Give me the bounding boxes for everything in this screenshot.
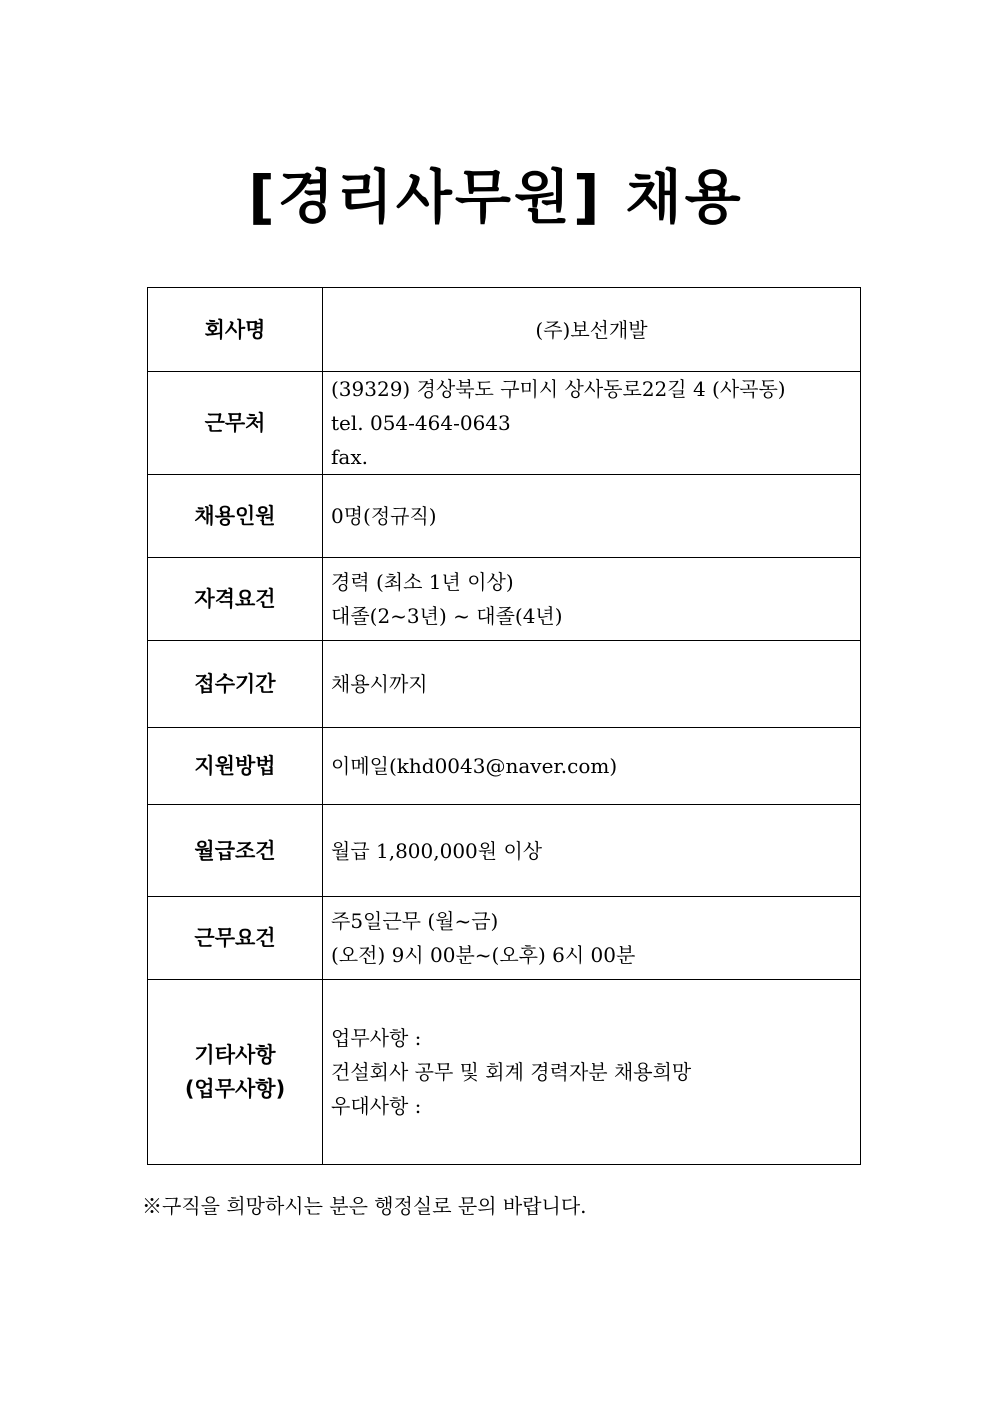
label-headcount: 채용인원 xyxy=(148,475,323,558)
table-row-salary xyxy=(148,805,861,897)
table-row-qualifications xyxy=(148,558,861,641)
label-company-name: 회사명 xyxy=(148,288,323,372)
label-application-method: 지원방법 xyxy=(148,728,323,805)
page-title: [경리사무원] 채용 xyxy=(248,163,744,231)
table-row-application-period xyxy=(148,641,861,728)
value-company-name xyxy=(323,288,861,372)
workplace-tel: tel. 054-464-0643 xyxy=(331,411,511,435)
company-name: (주)보선개발 xyxy=(535,317,648,342)
footer-note: ※구직을 희망하시는 분은 행정실로 문의 바랍니다. xyxy=(142,1194,587,1218)
label-other-line2: (업무사항) xyxy=(184,1077,286,1101)
work-days: 주5일근무 (월~금) xyxy=(331,909,499,933)
job-info-table xyxy=(147,287,861,1165)
value-qualifications xyxy=(323,558,861,641)
value-salary xyxy=(323,805,861,897)
work-hours: (오전) 9시 00분~(오후) 6시 00분 xyxy=(331,943,636,967)
application-period-text: 채용시까지 xyxy=(331,672,428,696)
value-work-conditions xyxy=(323,897,861,980)
table-row-other xyxy=(148,980,861,1165)
qualification-education: 대졸(2~3년) ~ 대졸(4년) xyxy=(331,604,563,628)
value-other xyxy=(323,980,861,1165)
value-application-period xyxy=(323,641,861,728)
table-row-application-method xyxy=(148,728,861,805)
duties-text: 건설회사 공무 및 회계 경력자분 채용희망 xyxy=(331,1060,692,1084)
label-workplace: 근무처 xyxy=(148,372,323,475)
table-row-company xyxy=(148,288,861,372)
table-row-headcount xyxy=(148,475,861,558)
label-work-conditions: 근무요건 xyxy=(148,897,323,980)
workplace-fax: fax. xyxy=(331,445,368,469)
preferences-heading: 우대사항 : xyxy=(331,1094,422,1118)
qualification-experience: 경력 (최소 1년 이상) xyxy=(331,570,514,594)
value-workplace xyxy=(323,372,861,475)
label-salary: 월급조건 xyxy=(148,805,323,897)
label-qualifications: 자격요건 xyxy=(148,558,323,641)
table-row-work-conditions xyxy=(148,897,861,980)
salary-text: 월급 1,800,000원 이상 xyxy=(331,838,543,863)
value-headcount xyxy=(323,475,861,558)
table-row-workplace xyxy=(148,372,861,475)
headcount-text: 0명(정규직) xyxy=(331,504,437,528)
label-other xyxy=(148,980,323,1165)
label-other-line1: 기타사항 xyxy=(194,1043,276,1067)
application-email: 이메일(khd0043@naver.com) xyxy=(331,754,618,778)
workplace-address: (39329) 경상북도 구미시 상사동로22길 4 (사곡동) xyxy=(331,377,786,401)
label-application-period: 접수기간 xyxy=(148,641,323,728)
duties-heading: 업무사항 : xyxy=(331,1026,422,1050)
value-application-method xyxy=(323,728,861,805)
